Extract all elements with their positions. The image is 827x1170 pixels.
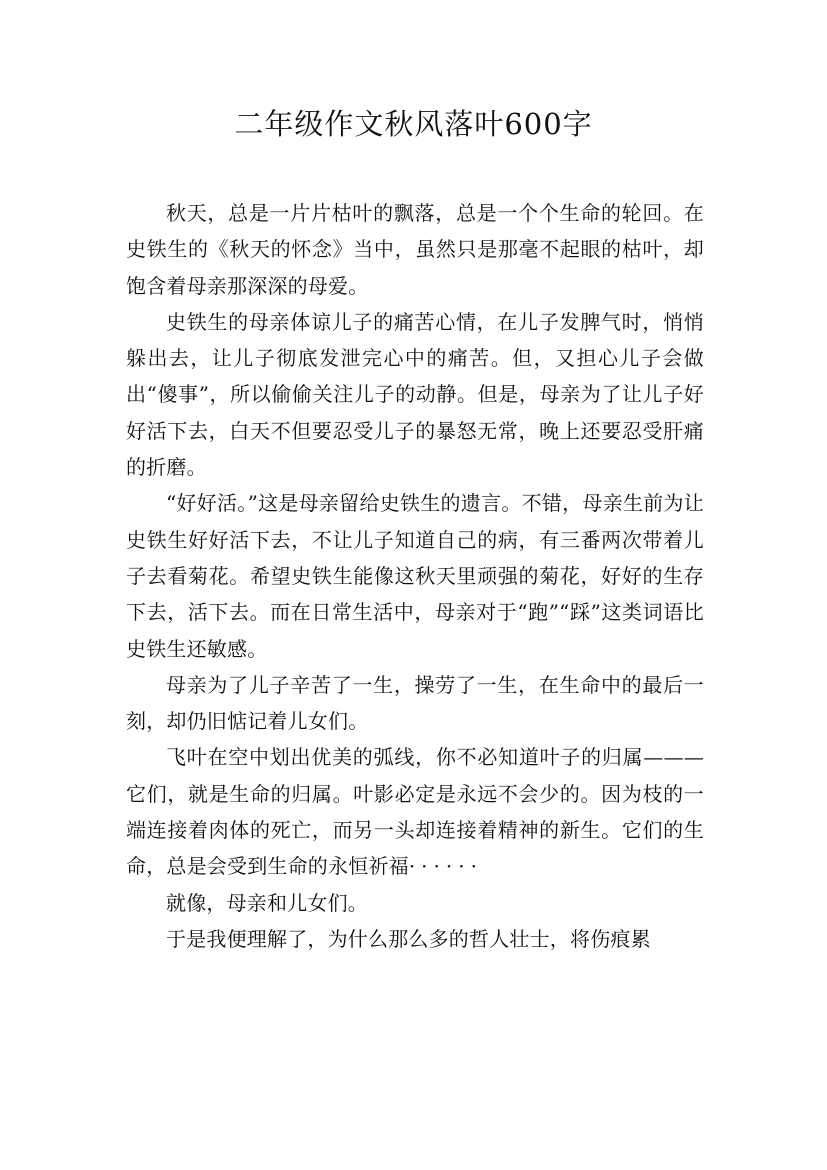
paragraph: 于是我便理解了，为什么那么多的哲人壮士，将伤痕累 <box>166 926 651 951</box>
paragraph-text: 飞叶在空中划出优美的弧线，你不必知道叶子的归属———它们，就是生命的归属。叶影必定是永远不会少的。因为枝的一端连接着肉体的死亡，而另一头却连接着精神的新生。它们的生命，总是会受到生命的永恒祈福 <box>126 745 704 879</box>
document-title: 二年级作文秋风落叶600字 <box>234 107 593 141</box>
paragraph: 秋天，总是一片片枯叶的飘落，总是一个个生命的轮回。在史铁生的《秋天的怀念》当中，虽然只是那毫不起眼的枯叶，却饱含着母亲那深深的母爱。 <box>126 201 704 298</box>
paragraph: 史铁生的母亲体谅儿子的痛苦心情，在儿子发脾气时，悄悄躲出去，让儿子彻底发泄完心中的痛苦。但，又担心儿子会做出“傻事”，所以偷偷关注儿子的动静。但是，母亲为了让儿子好好活下去，白天不但要忍受儿子的暴怒无常，晚上还要忍受肝痛的折磨。 <box>126 309 704 480</box>
ellipsis: ······ <box>408 854 483 879</box>
paragraph: 母亲为了儿子辛苦了一生，操劳了一生，在生命中的最后一刻，却仍旧惦记着儿女们。 <box>126 672 704 734</box>
paragraph-with-ellipsis <box>126 739 704 884</box>
document-body <box>126 195 704 957</box>
paragraph: “好好活。”这是母亲留给史铁生的遗言。不错，母亲生前为让史铁生好好活下去，不让儿子知道自己的病，有三番两次带着儿子去看菊花。希望史铁生能像这秋天里顽强的菊花，好好的生存下去，活下去。而在日常生活中，母亲对于“跑”“踩”这类词语比史铁生还敏感。 <box>126 491 704 661</box>
paragraph: 就像，母亲和儿女们。 <box>166 890 368 915</box>
